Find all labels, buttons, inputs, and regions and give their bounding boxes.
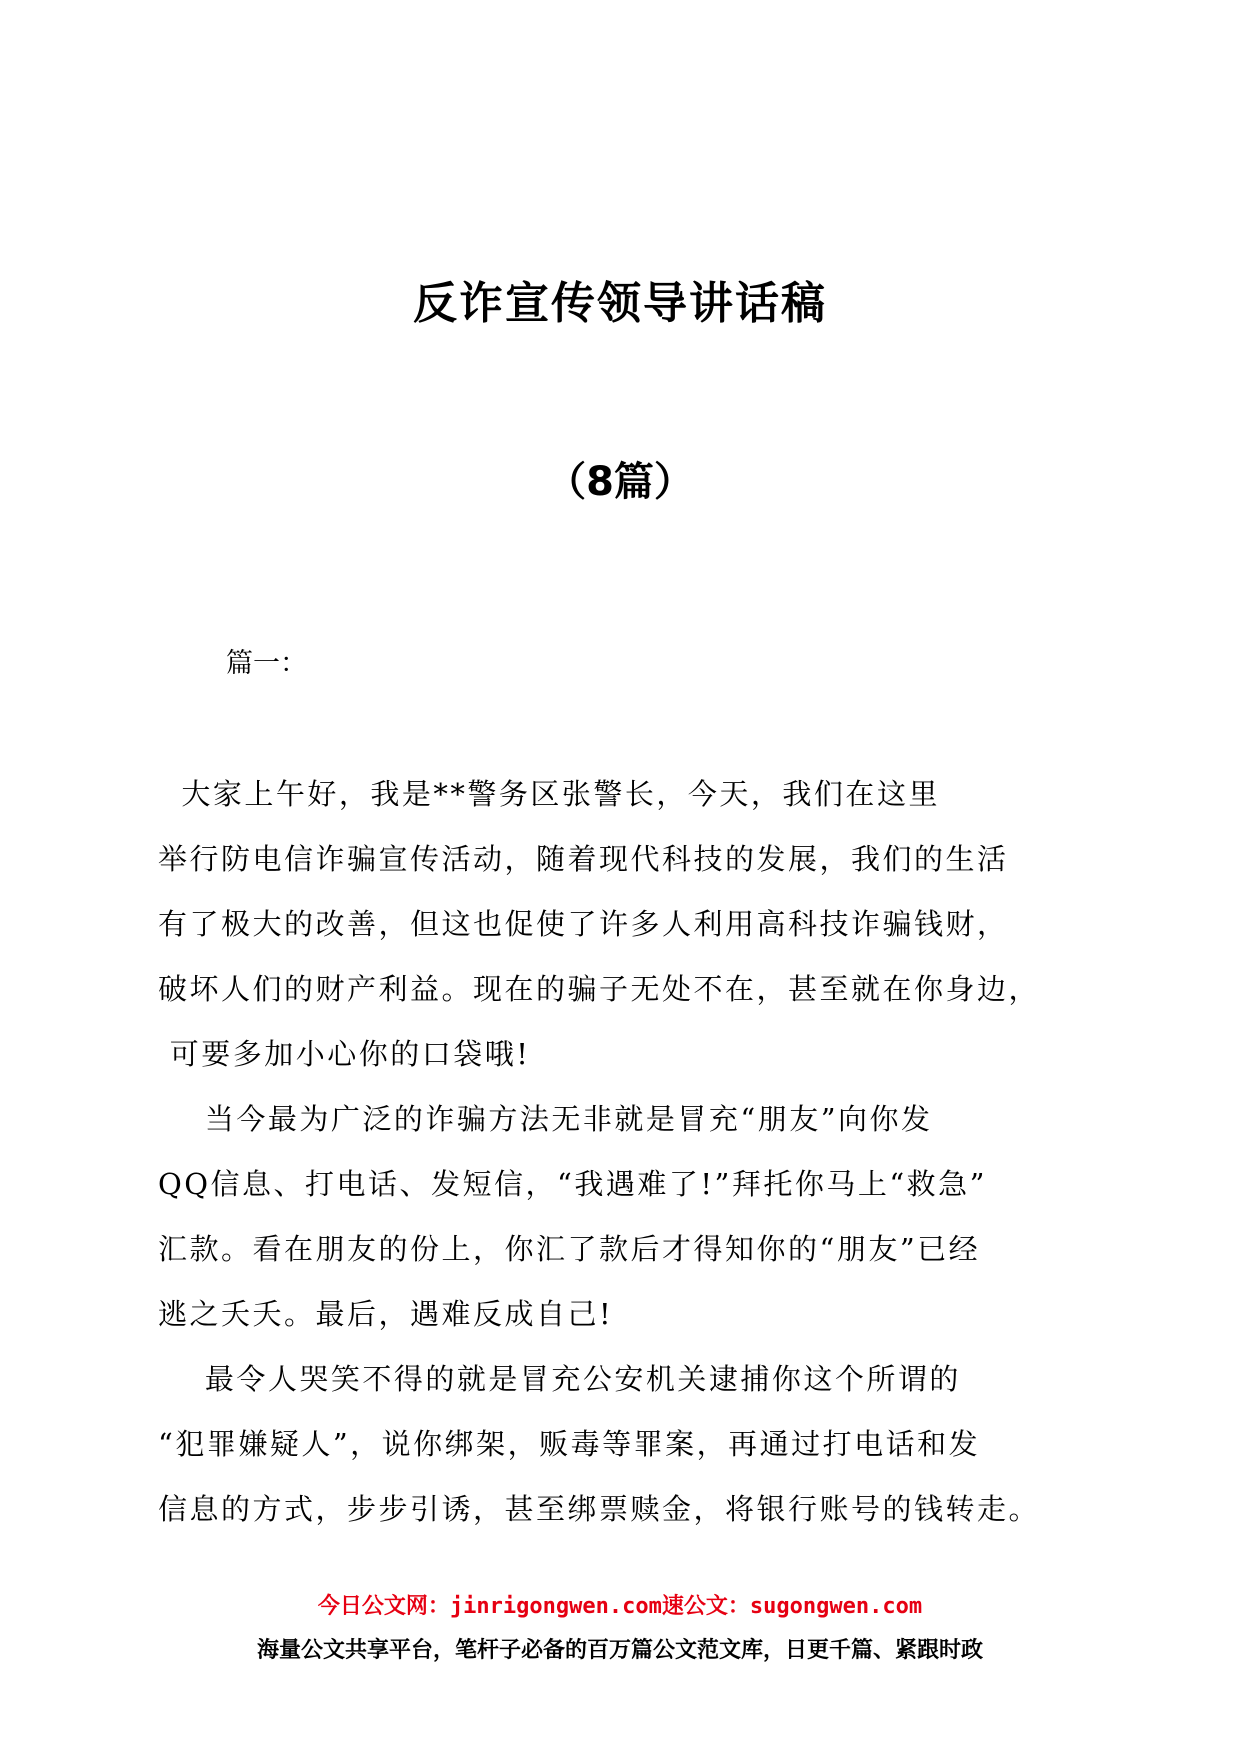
body-line: 大家上午好，我是**警务区张警长，今天，我们在这里 — [158, 777, 940, 811]
site1-label: 今日公文网： — [317, 1594, 450, 1619]
footer-sites — [0, 1592, 1240, 1622]
document-subtitle: （8篇） — [546, 459, 694, 505]
body-line: 汇款。看在朋友的份上，你汇了款后才得知你的“朋友”已经 — [158, 1232, 981, 1266]
body-line: 逃之夭夭。最后，遇难反成自己! — [158, 1297, 614, 1331]
section-label: 篇一： — [226, 648, 307, 679]
site2-link[interactable]: sugongwen.com — [749, 1594, 923, 1619]
document-title: 反诈宣传领导讲话稿 — [413, 278, 827, 329]
document-body — [158, 774, 1098, 1554]
footer-tagline: 海量公文共享平台，笔杆子必备的百万篇公文范文库，日更千篇、紧跟时政 — [256, 1638, 983, 1663]
body-line: “犯罪嫌疑人”，说你绑架，贩毒等罪案，再通过打电话和发 — [158, 1427, 981, 1461]
body-line: 举行防电信诈骗宣传活动，随着现代科技的发展，我们的生活 — [158, 842, 1009, 876]
body-line: 信息的方式，步步引诱，甚至绑票赎金，将银行账号的钱转走。 — [158, 1492, 1041, 1526]
body-line: 当今最为广泛的诈骗方法无非就是冒充“朋友”向你发 — [158, 1102, 933, 1136]
body-line: 有了极大的改善，但这也促使了许多人利用高科技诈骗钱财， — [158, 907, 1009, 941]
body-line: 最令人哭笑不得的就是冒充公安机关逮捕你这个所谓的 — [158, 1362, 961, 1396]
site2-label: 速公文： — [661, 1594, 750, 1619]
body-line: 破坏人们的财产利益。现在的骗子无处不在，甚至就在你身边， — [158, 972, 1041, 1006]
body-line: 可要多加小心你的口袋哦! — [158, 1037, 531, 1071]
body-line: QQ信息、打电话、发短信，“我遇难了!”拜托你马上“救急” — [158, 1167, 988, 1201]
site1-link[interactable]: jinrigongwen.com — [449, 1594, 662, 1619]
